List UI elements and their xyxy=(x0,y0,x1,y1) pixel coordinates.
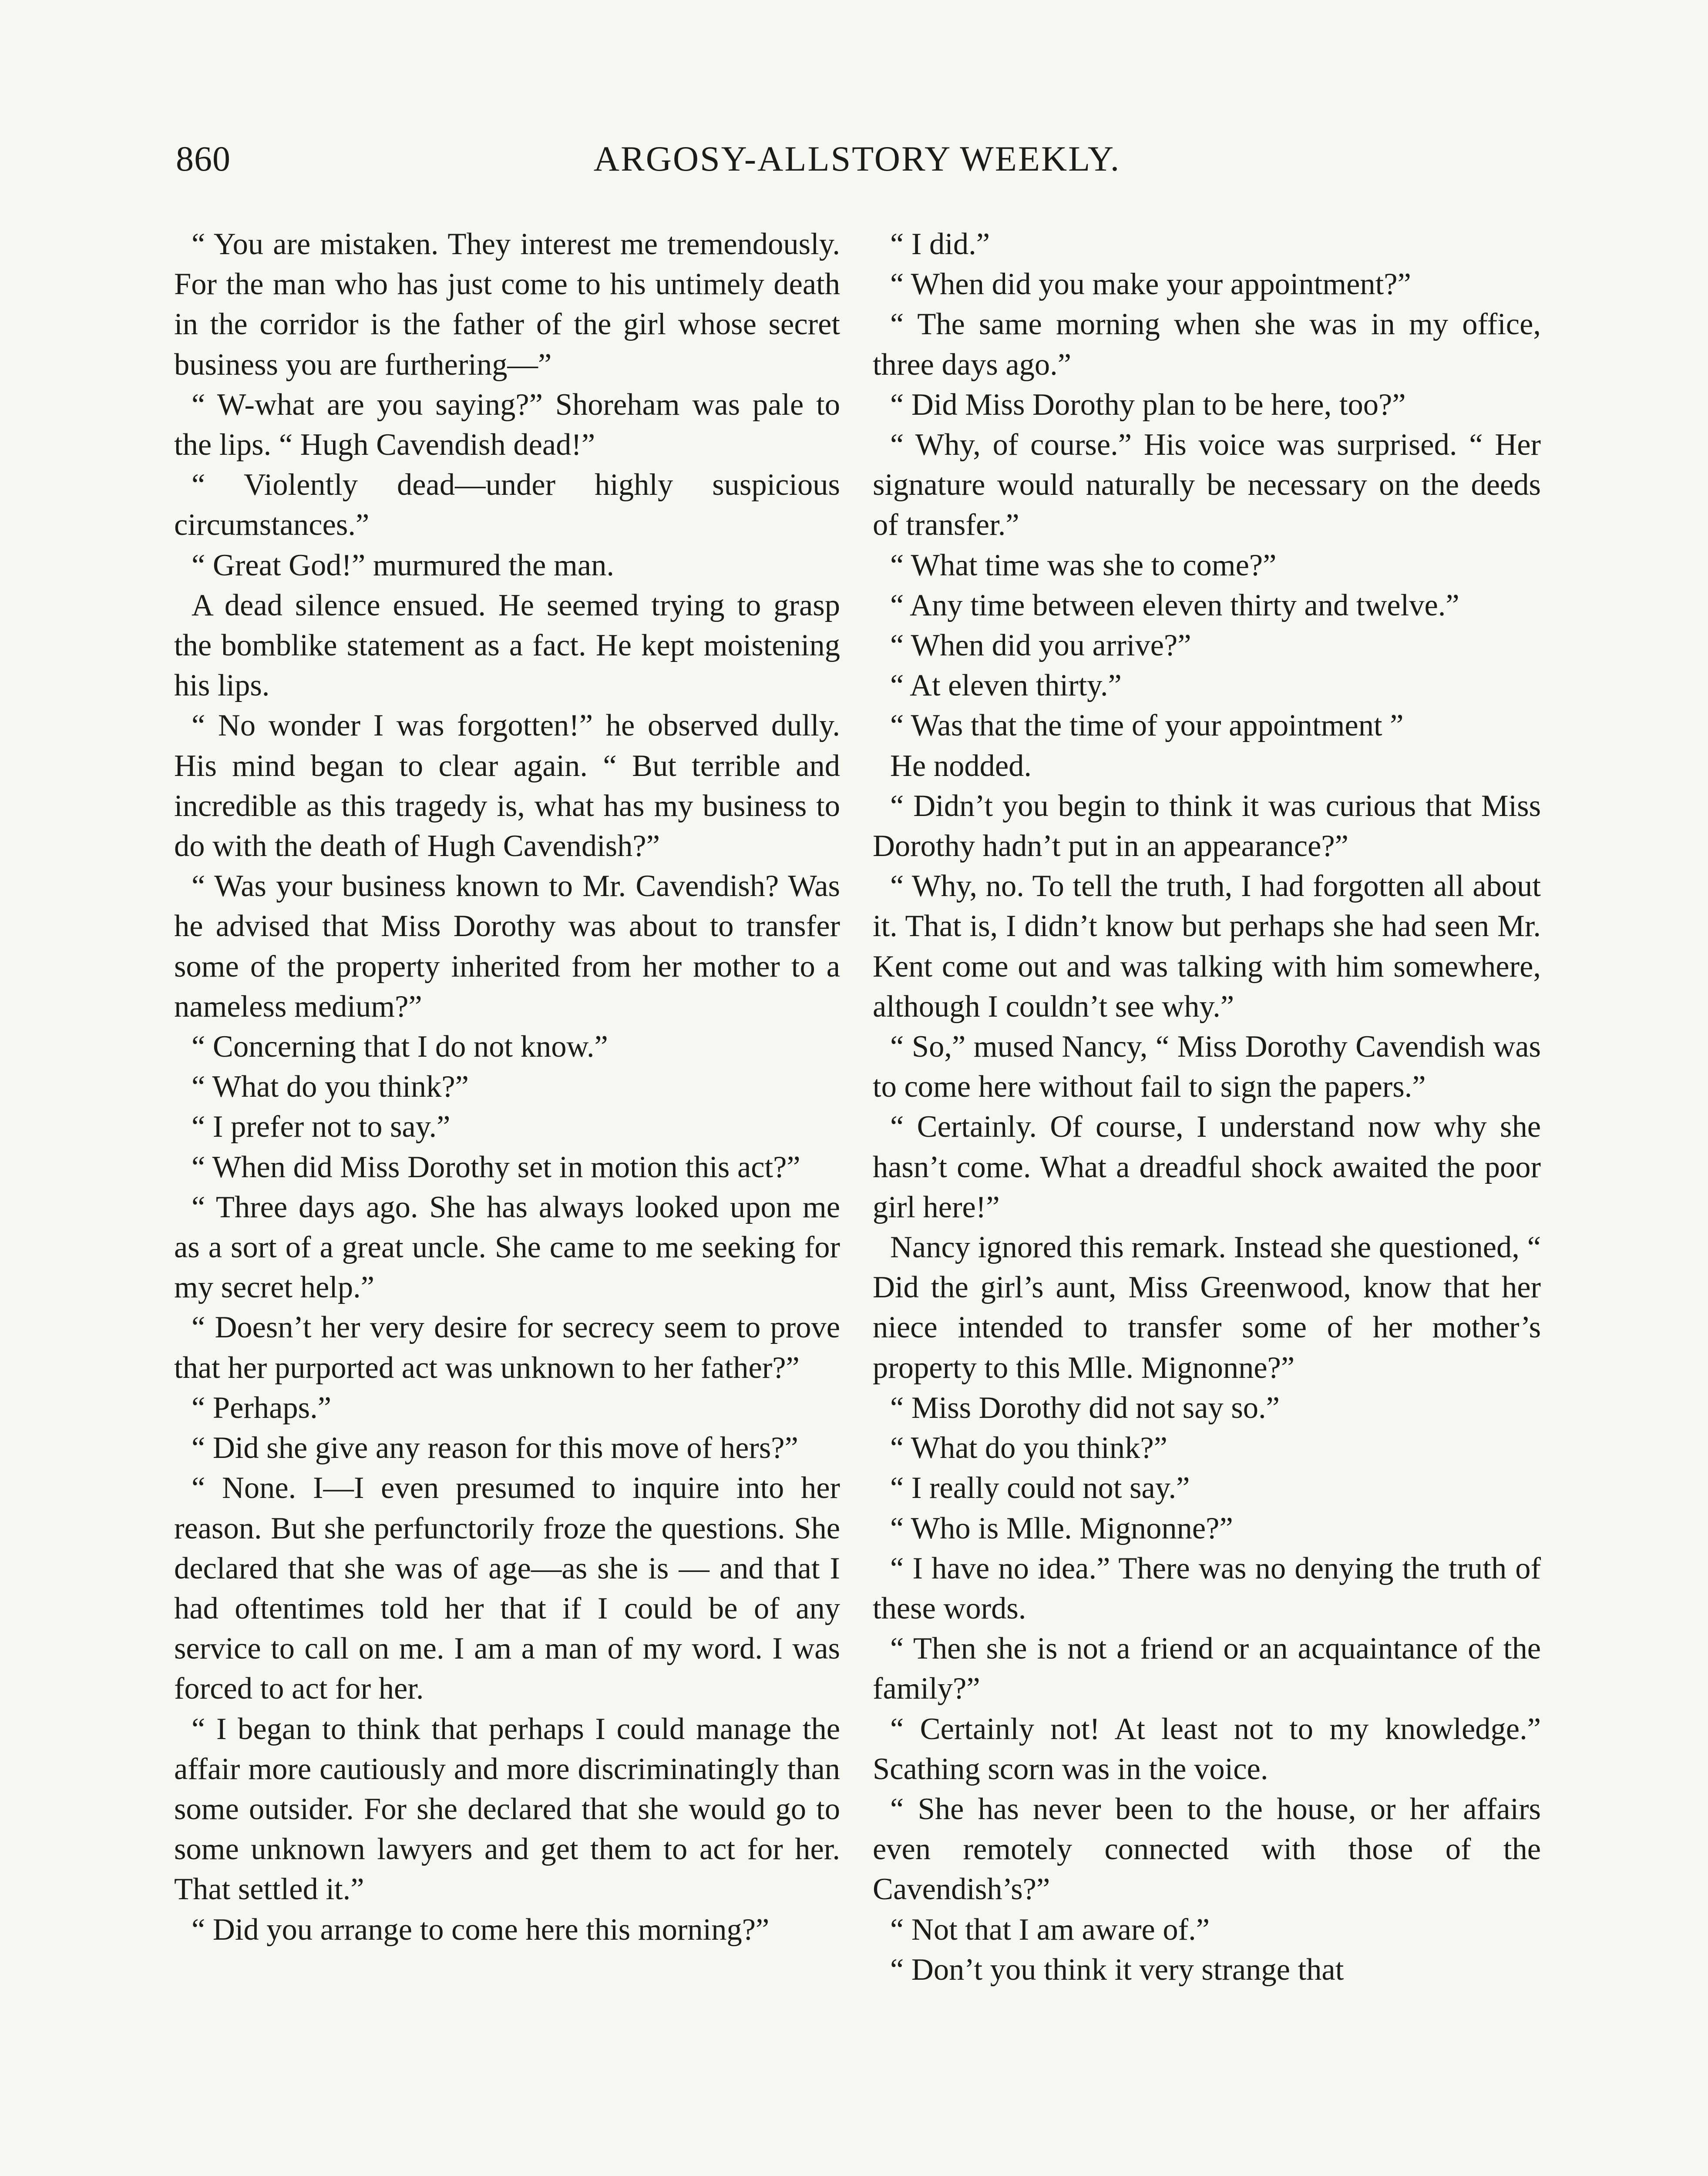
paragraph: “ What do you think?” xyxy=(192,1070,469,1104)
paragraph: He nodded. xyxy=(890,749,1032,783)
paragraph: “ Did Miss Dorothy plan to be here, too?” xyxy=(890,387,1406,422)
paragraph: “ Any time between eleven thirty and twelve.” xyxy=(890,588,1459,622)
paragraph: “ Why, of course.” His voice was surprised. “ Her signature would naturally be necessary on the deeds of transfer.” xyxy=(873,428,1541,542)
paragraph: “ Who is Mlle. Mignonne?” xyxy=(890,1511,1233,1545)
paragraph: “ W-what are you saying?” Shoreham was pale to the lips. “ Hugh Cavendish dead!” xyxy=(174,387,840,462)
paragraph: “ I have no idea.” There was no denying the truth of these words. xyxy=(873,1551,1541,1625)
paragraph: “ I began to think that perhaps I could manage the affair more cautiously and more discriminatingly than some outsider. For she declared that she would go to some unknown lawyers and get them to act for her. That settled it.” xyxy=(174,1712,840,1907)
paragraph: “ Was that the time of your appointment ” xyxy=(890,709,1404,743)
paragraph: “ Certainly not! At least not to my knowledge.” Scathing scorn was in the voice. xyxy=(873,1712,1541,1786)
paragraph: “ Perhaps.” xyxy=(192,1390,332,1425)
paragraph: “ At eleven thirty.” xyxy=(890,668,1122,703)
paragraph: “ Was your business known to Mr. Cavendish? Was he advised that Miss Dorothy was about to transfer some of the property inherited from her mother to a nameless medium?” xyxy=(174,869,840,1024)
paragraph: “ Then she is not a friend or an acquaintance of the family?” xyxy=(873,1632,1541,1706)
paragraph: “ She has never been to the house, or her affairs even remotely connected with those of the Cavendish’s?” xyxy=(873,1792,1541,1907)
paragraph: “ Great God!” murmured the man. xyxy=(192,548,614,582)
paragraph: “ So,” mused Nancy, “ Miss Dorothy Cavendish was to come here without fail to sign the papers.” xyxy=(873,1030,1541,1104)
paragraph: “ Did you arrange to come here this morning?” xyxy=(192,1912,770,1947)
paragraph: “ When did you make your appointment?” xyxy=(890,267,1411,302)
paragraph: “ Violently dead—under highly suspicious circumstances.” xyxy=(174,468,840,542)
paragraph: “ When did you arrive?” xyxy=(890,628,1191,663)
paragraph: “ When did Miss Dorothy set in motion this act?” xyxy=(192,1150,800,1184)
page-number: 860 xyxy=(176,139,231,178)
paragraph: “ Why, no. To tell the truth, I had forgotten all about it. That is, I didn’t know but perhaps she had seen Mr. Kent come out and was talking with him somewhere, although I couldn’t see why.” xyxy=(873,869,1541,1024)
paragraph: “ Concerning that I do not know.” xyxy=(192,1030,608,1064)
paragraph: “ What do you think?” xyxy=(890,1431,1167,1465)
paragraph: “ I really could not say.” xyxy=(890,1471,1190,1505)
paragraph: “ Did she give any reason for this move of hers?” xyxy=(192,1431,798,1465)
paragraph: A dead silence ensued. He seemed trying to grasp the bomblike statement as a fact. He kept moistening his lips. xyxy=(174,588,840,703)
paragraph: “ Don’t you think it very strange that xyxy=(890,1952,1344,1987)
right-column xyxy=(873,224,1541,1990)
paragraph: “ Doesn’t her very desire for secrecy seem to prove that her purported act was unknown to her father?” xyxy=(174,1310,840,1385)
running-head: ARGOSY-ALLSTORY WEEKLY. xyxy=(593,139,1121,178)
paragraph: “ You are mistaken. They interest me tremendously. For the man who has just come to his untimely death in the corridor is the father of the girl whose secret business you are furthering—” xyxy=(174,227,840,382)
paragraph: “ No wonder I was forgotten!” he observed dully. His mind began to clear again. “ But terrible and incredible as this tragedy is, what has my business to do with the death of Hugh Cavendish?” xyxy=(174,709,840,863)
paragraph: Nancy ignored this remark. Instead she questioned, “ Did the girl’s aunt, Miss Greenwood, know that her niece intended to transfer some of her mother’s property to this Mlle. Mignonne?” xyxy=(873,1230,1541,1385)
paragraph: “ I did.” xyxy=(890,227,990,261)
paragraph: “ The same morning when she was in my office, three days ago.” xyxy=(873,307,1541,382)
paragraph: “ Not that I am aware of.” xyxy=(890,1912,1210,1947)
paragraph: “ I prefer not to say.” xyxy=(192,1110,451,1144)
paragraph: “ Didn’t you begin to think it was curious that Miss Dorothy hadn’t put in an appearance?” xyxy=(873,789,1541,863)
paragraph: “ Three days ago. She has always looked upon me as a sort of a great uncle. She came to me seeking for my secret help.” xyxy=(174,1190,840,1305)
paragraph: “ Miss Dorothy did not say so.” xyxy=(890,1390,1280,1425)
paragraph: “ What time was she to come?” xyxy=(890,548,1277,582)
left-column xyxy=(174,224,840,1950)
page-header xyxy=(176,138,1538,191)
paragraph: “ None. I—I even presumed to inquire into her reason. But she perfunctorily froze the questions. She declared that she was of age—as she is — and that I had oftentimes told her that if I could be of any service to call on me. I am a man of my word. I was forced to act for her. xyxy=(174,1471,840,1706)
paragraph: “ Certainly. Of course, I understand now why she hasn’t come. What a dreadful shock awaited the poor girl here!” xyxy=(873,1110,1541,1224)
